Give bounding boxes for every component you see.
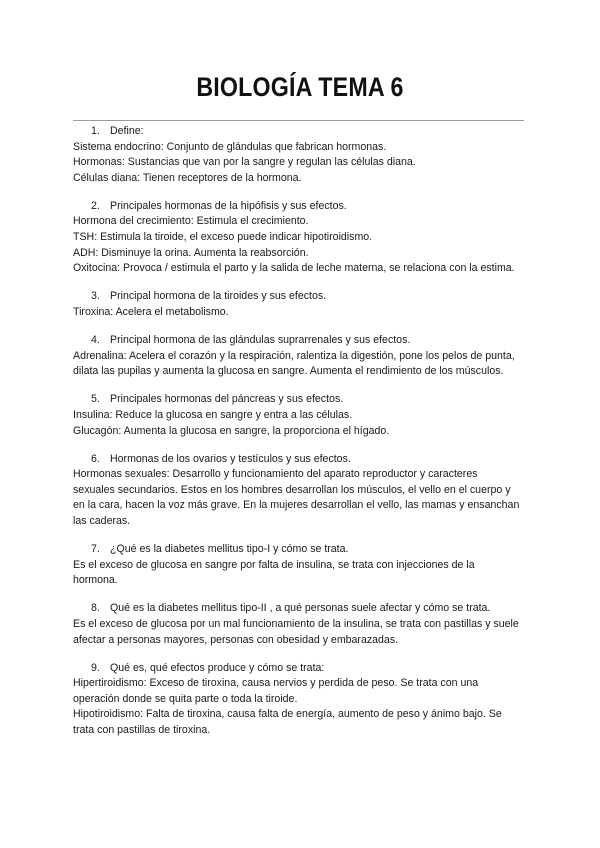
question-heading — [73, 392, 521, 408]
question-section-4 — [73, 333, 521, 380]
question-number: 2. — [91, 199, 100, 212]
answer-line: Adrenalina: Acelera el corazón y la respiración, ralentiza la digestión, pone los pelos de punta, dilata las pupilas y aumenta la glucosa en sangre. Aumenta el rendimiento de los músculos. — [73, 349, 515, 378]
question-text: Principal hormona de las glándulas suprarrenales y sus efectos. — [110, 334, 411, 347]
answer-line: ADH: Disminuye la orina. Aumenta la reabsorción. — [73, 246, 309, 259]
question-number: 4. — [91, 334, 100, 347]
question-section-1 — [73, 124, 521, 186]
title-divider — [73, 120, 524, 121]
question-heading — [73, 333, 521, 349]
question-text: Principales hormonas del páncreas y sus efectos. — [110, 393, 344, 406]
question-section-9 — [73, 661, 521, 739]
question-text: Qué es, qué efectos produce y cómo se trata: — [110, 661, 325, 674]
question-number: 8. — [91, 602, 100, 615]
answer-line: Hormonas sexuales: Desarrollo y funcionamiento del aparato reproductor y caracteres sexuales secundarios. Estos en los hombres desarrollan los músculos, el vello en el cuerpo y en la cara, hacen la voz más grave. En la mujeres desarrollan el vello, las mamas y ensanchan las caderas. — [73, 468, 520, 527]
answer-line: Es el exceso de glucosa en sangre por falta de insulina, se trata con injecciones de la hormona. — [73, 558, 475, 587]
question-text: Principal hormona de la tiroides y sus efectos. — [110, 290, 327, 303]
question-text: Qué es la diabetes mellitus tipo-II , a qué personas suele afectar y cómo se trata. — [110, 602, 491, 615]
question-text: Principales hormonas de la hipófisis y sus efectos. — [110, 199, 347, 212]
question-heading — [73, 542, 521, 558]
answer-line: Sistema endocrino: Conjunto de glándulas que fabrican hormonas. — [73, 140, 387, 153]
question-heading — [73, 452, 521, 468]
question-section-2 — [73, 199, 521, 277]
question-heading — [73, 289, 521, 305]
question-number: 1. — [91, 125, 100, 137]
answer-line: Oxitocina: Provoca / estimula el parto y la salida de leche materna, se relaciona con la estima. — [73, 262, 515, 275]
question-section-5 — [73, 392, 521, 439]
question-heading — [73, 199, 521, 215]
question-text: Define: — [110, 125, 144, 137]
answer-line: Hipotiroidismo: Falta de tiroxina, causa falta de energía, aumento de peso y ánimo bajo. Se trata con pastillas de tiroxina. — [73, 708, 502, 736]
answer-line: Células diana: Tienen receptores de la hormona. — [73, 171, 302, 184]
question-section-6 — [73, 452, 521, 530]
question-section-7 — [73, 542, 521, 589]
answer-line: Glucagón: Aumenta la glucosa en sangre, la proporciona el hígado. — [73, 424, 390, 437]
question-section-8 — [73, 601, 521, 648]
question-heading — [73, 661, 521, 677]
page-title: BIOLOGÍA TEMA 6 — [196, 72, 404, 102]
answer-line: Es el exceso de glucosa por un mal funcionamiento de la insulina, se trata con pastillas y suele afectar a personas mayores, personas con obesidad y embarazadas. — [73, 617, 519, 646]
question-text: ¿Qué es la diabetes mellitus tipo-I y cómo se trata. — [110, 543, 349, 556]
answer-line: TSH: Estimula la tiroide, el exceso puede indicar hipotiroidismo. — [73, 231, 373, 244]
question-number: 3. — [91, 290, 100, 303]
question-heading — [73, 124, 521, 140]
answer-line: Hormona del crecimiento: Estimula el crecimiento. — [73, 215, 309, 228]
question-number: 7. — [91, 543, 100, 556]
question-text: Hormonas de los ovarios y testículos y sus efectos. — [110, 452, 351, 465]
answer-line: Hormonas: Sustancias que van por la sangre y regulan las células diana. — [73, 156, 416, 169]
question-heading — [73, 601, 521, 617]
question-number: 9. — [91, 661, 100, 674]
question-number: 6. — [91, 452, 100, 465]
question-section-3 — [73, 289, 521, 320]
answer-line: Hipertiroidismo: Exceso de tiroxina, causa nervios y perdida de peso. Se trata con una operación donde se quita parte o toda la tiroide. — [73, 677, 479, 705]
question-number: 5. — [91, 393, 100, 406]
answer-line: Tiroxina: Acelera el metabolismo. — [73, 305, 229, 318]
answer-line: Insulina: Reduce la glucosa en sangre y entra a las células. — [73, 408, 353, 421]
document-body — [73, 124, 521, 739]
